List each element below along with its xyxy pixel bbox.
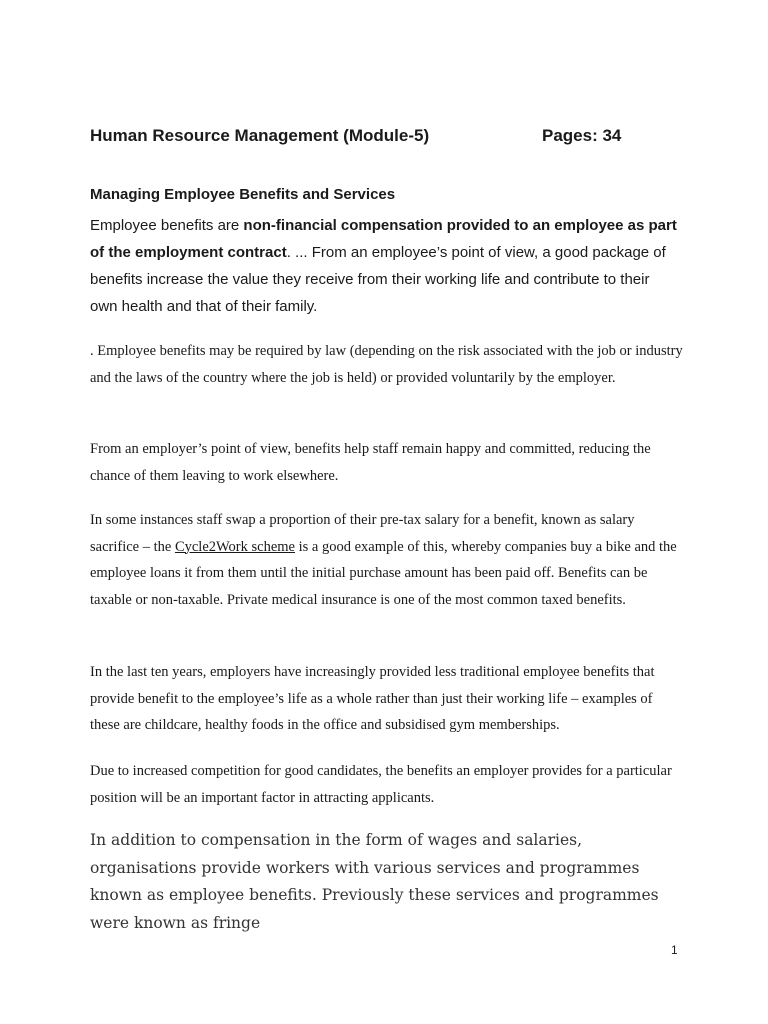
document-header	[90, 126, 690, 150]
section-heading: Managing Employee Benefits and Services	[90, 186, 396, 203]
paragraph-modern-benefits: In the last ten years, employers have increasingly provided less traditional employee benefits that provide benefit to the employee’s life as a whole rather than just their working life – examples of these are childcare, healthy foods in the office and subsidised gym memberships.	[90, 664, 655, 734]
page-number: 1	[671, 943, 678, 957]
intro-rest: . ... From an employee’s point of view, a good package of benefits increase the value they receive from their working life and contribute to their own health and that of their family.	[90, 244, 666, 315]
document-title: Human Resource Management (Module-5)	[90, 126, 430, 145]
page-count: Pages: 34	[542, 126, 622, 145]
salary-sacrifice-before: In some instances staff swap a proportion of their pre-tax salary for a benefit, known as salary sacrifice – the	[90, 512, 635, 555]
paragraph-legal-requirement: . Employee benefits may be required by law (depending on the risk associated with the job or industry and the laws of the country where the job is held) or provided voluntarily by the employer.	[90, 343, 683, 386]
intro-lead: Employee benefits are	[90, 217, 244, 234]
salary-sacrifice-after: is a good example of this, whereby companies buy a bike and the employee loans it from them until the initial purchase amount has been paid off. Benefits can be taxable or non-taxable. Private medical insurance is one of the most common taxed benefits.	[90, 538, 677, 608]
paragraph-competition: Due to increased competition for good candidates, the benefits an employer provides for a particular position will be an important factor in attracting applicants.	[90, 763, 672, 806]
paragraph-closing: In addition to compensation in the form of wages and salaries, organisations provide workers with various services and programmes known as employee benefits. Previously these services and programmes were known as fringe	[90, 831, 659, 932]
cycle2work-link[interactable]: Cycle2Work scheme	[174, 538, 295, 555]
paragraph-employer-view: From an employer’s point of view, benefits help staff remain happy and committed, reducing the chance of them leaving to work elsewhere.	[90, 441, 651, 484]
paragraph-salary-sacrifice	[90, 507, 685, 613]
intro-bold-definition: non-financial compensation provided to an employee as part of the employment contract	[90, 217, 677, 261]
intro-paragraph	[90, 212, 680, 320]
